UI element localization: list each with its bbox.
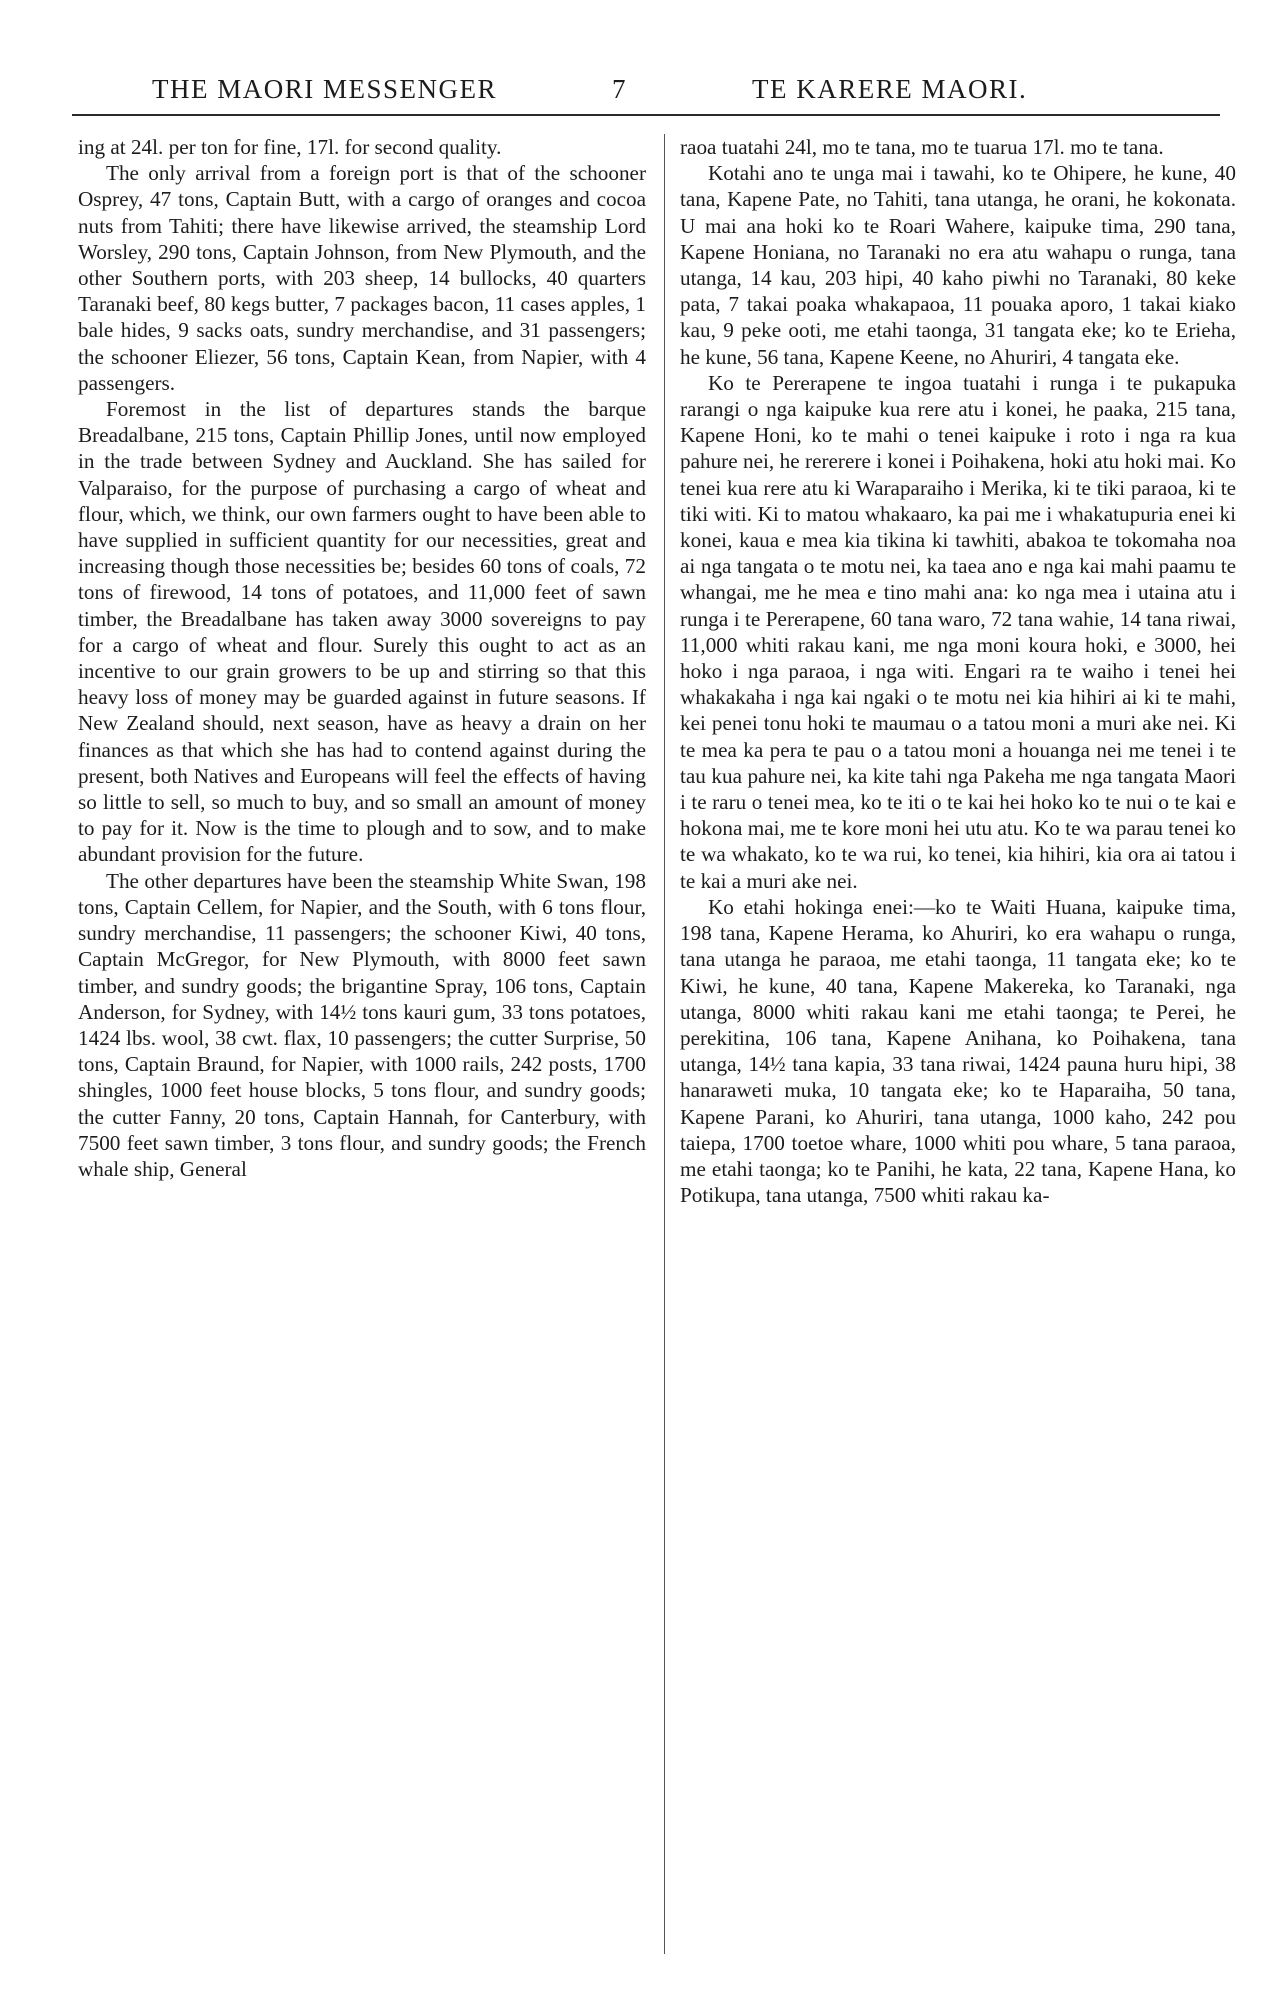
english-paragraph: The only arrival from a foreign port is that of the schooner Osprey, 47 tons, Captain Butt, with a cargo of oranges and cocoa nuts from Tahiti; there have likewise arrived, the steamship Lord Worsley, 290 tons, Captain Johnson, from New Plymouth, and the other Southern ports, with 203 sheep, 14 bullocks, 40 quarters Taranaki beef, 80 kegs butter, 7 packages bacon, 11 cases apples, 1 bale hides, 9 sacks oats, sundry merchandise, and 31 passengers; the schooner Eliezer, 56 tons, Captain Kean, from Napier, with 4 passengers. <box>78 161 646 395</box>
header-rule <box>72 114 1220 116</box>
english-column <box>78 134 646 1182</box>
english-title: THE MAORI MESSENGER <box>152 74 498 104</box>
maori-column <box>680 134 1236 1208</box>
maori-title: TE KARERE MAORI. <box>752 74 1028 104</box>
english-paragraph: The other departures have been the steamship White Swan, 198 tons, Captain Cellem, for Napier, and the South, with 6 tons flour, sundry merchandise, 11 passengers; the schooner Kiwi, 40 tons, Captain McGregor, for New Plymouth, with 8000 feet sawn timber, and sundry goods; the brigantine Spray, 106 tons, Captain Anderson, for Sydney, with 14½ tons kauri gum, 33 tons potatoes, 1424 lbs. wool, 38 cwt. flax, 10 passengers; the cutter Surprise, 50 tons, Captain Braund, for Napier, with 1000 rails, 242 posts, 1700 shingles, 1000 feet house blocks, 5 tons flour, and sundry goods; the cutter Fanny, 20 tons, Captain Hannah, for Canterbury, with 7500 feet sawn timber, 3 tons flour, and sundry goods; the French whale ship, General <box>78 868 646 1181</box>
column-divider <box>664 134 665 1954</box>
page-number: 7 <box>612 74 627 104</box>
page-header <box>72 66 1220 116</box>
maori-paragraph: Kotahi ano te unga mai i tawahi, ko te Ohipere, he kune, 40 tana, Kapene Pate, no Tahiti, tana utanga, he orani, he kokonata. U mai ana hoki ko te Roari Wahere, kaipuke tima, 290 tana, Kapene Honiana, no Taranaki no era atu wahapu o runga, tana utanga, 14 kau, 203 hipi, 40 kaho piwhi no Taranaki, 80 keke pata, 7 takai poaka whakapaoa, 11 pouaka aporo, 1 takai kiako kau, 9 peke ooti, me etahi taonga, 31 tangata eke; ko te Erieha, he kune, 56 tana, Kapene Keene, no Ahuriri, 4 tangata eke. <box>680 161 1236 369</box>
maori-paragraph: raoa tuatahi 24l, mo te tana, mo te tuarua 17l. mo te tana. <box>680 135 1164 159</box>
maori-paragraph: Ko te Pererapene te ingoa tuatahi i runga i te pukapuka rarangi o nga kaipuke kua rere atu i konei, he paaka, 215 tana, Kapene Honi, ko te mahi o tenei kaipuke i roto i nga ra kua pahure nei, he rererere i konei i Poihakena, hoki atu hoki mai. Ko tenei kua rere atu ki Waraparaiho i Merika, ki te tiki paraoa, ki te tiki witi. Ki to matou whakaaro, ka pai me i whakatupuria enei ki konei, kaua e mea kia tikina ki tawhiti, abakoa te tokomaha noa ai nga tangata o te motu nei, ka taea ano e nga kai mahi paamu te whangai, me he mea e tino mahi ana: ko nga mea i utaina atu i runga i te Pererapene, 60 tana waro, 72 tana wahie, 14 tana riwai, 11,000 whiti rakau kani, me nga moni koura hoki, e 3000, hei hoko i nga paraoa, i nga witi. Engari ra te waiho i tenei hei whakakaha i nga kai ngaki o te motu nei kia hihiri ai ki te mahi, kei penei tonu hoki te maumau o a tatou moni a muri ake nei. Ki te mea ka pera te pau o a tatou moni a houanga nei me tenei i te tau kua pahure nei, ka kite tahi nga Pakeha me nga tangata Maori i te raru o tenei mea, ko te iti o te kai hei hoko ko te nui o te kai e hokona mai, me te kore moni hei utu atu. Ko te wa parau tenei ko te wa whakato, ko te wa rui, ko tenei, kia hihiri, kia ora ai tatou i te kai a muri ake nei. <box>680 370 1236 893</box>
english-paragraph: ing at 24l. per ton for fine, 17l. for second quality. <box>78 135 502 159</box>
english-paragraph: Foremost in the list of departures stands the barque Breadalbane, 215 tons, Captain Phillip Jones, until now employed in the trade between Sydney and Auckland. She has sailed for Valparaiso, for the purpose of purchasing a cargo of wheat and flour, which, we think, our own farmers ought to have been able to have supplied in sufficient quantity for our necessities, great and increasing though those necessities be; besides 60 tons of coals, 72 tons of firewood, 14 tons of potatoes, and 11,000 feet of sawn timber, the Breadalbane has taken away 3000 sovereigns to pay for a cargo of wheat and flour. Surely this ought to act as an incentive to our grain growers to be up and stirring so that this heavy loss of money may be guarded against in future seasons. If New Zealand should, next season, have as heavy a drain on her finances as that which she has had to contend against during the present, both Natives and Europeans will feel the effects of having so little to sell, so much to buy, and so small an amount of money to pay for it. Now is the time to plough and to sow, and to make abundant provision for the future. <box>78 397 646 867</box>
maori-paragraph: Ko etahi hokinga enei:—ko te Waiti Huana, kaipuke tima, 198 tana, Kapene Herama, ko Ahuriri, ko era wahapu o runga, tana utanga he paraoa, me etahi taonga, 11 tangata eke; ko te Kiwi, he kune, 40 tana, Kapene Makereka, ko Taranaki, nga utanga, 8000 whiti rakau kani me etahi taonga; te Perei, he perekitina, 106 tana, Kapene Anihana, ko Poihakena, tana utanga, 14½ tana kapia, 33 tana riwai, 1424 pauna huru hipi, 38 hanaraweti muka, 10 tangata eke; ko te Haparaiha, 50 tana, Kapene Parani, ko Ahuriri, tana utanga, 1000 kaho, 242 pou taiepa, 1700 toetoe whare, 1000 whiti pou whare, 5 tana paraoa, me etahi taonga; ko te Panihi, he kata, 22 tana, Kapene Hana, ko Potikupa, tana utanga, 7500 whiti rakau ka- <box>680 894 1236 1208</box>
